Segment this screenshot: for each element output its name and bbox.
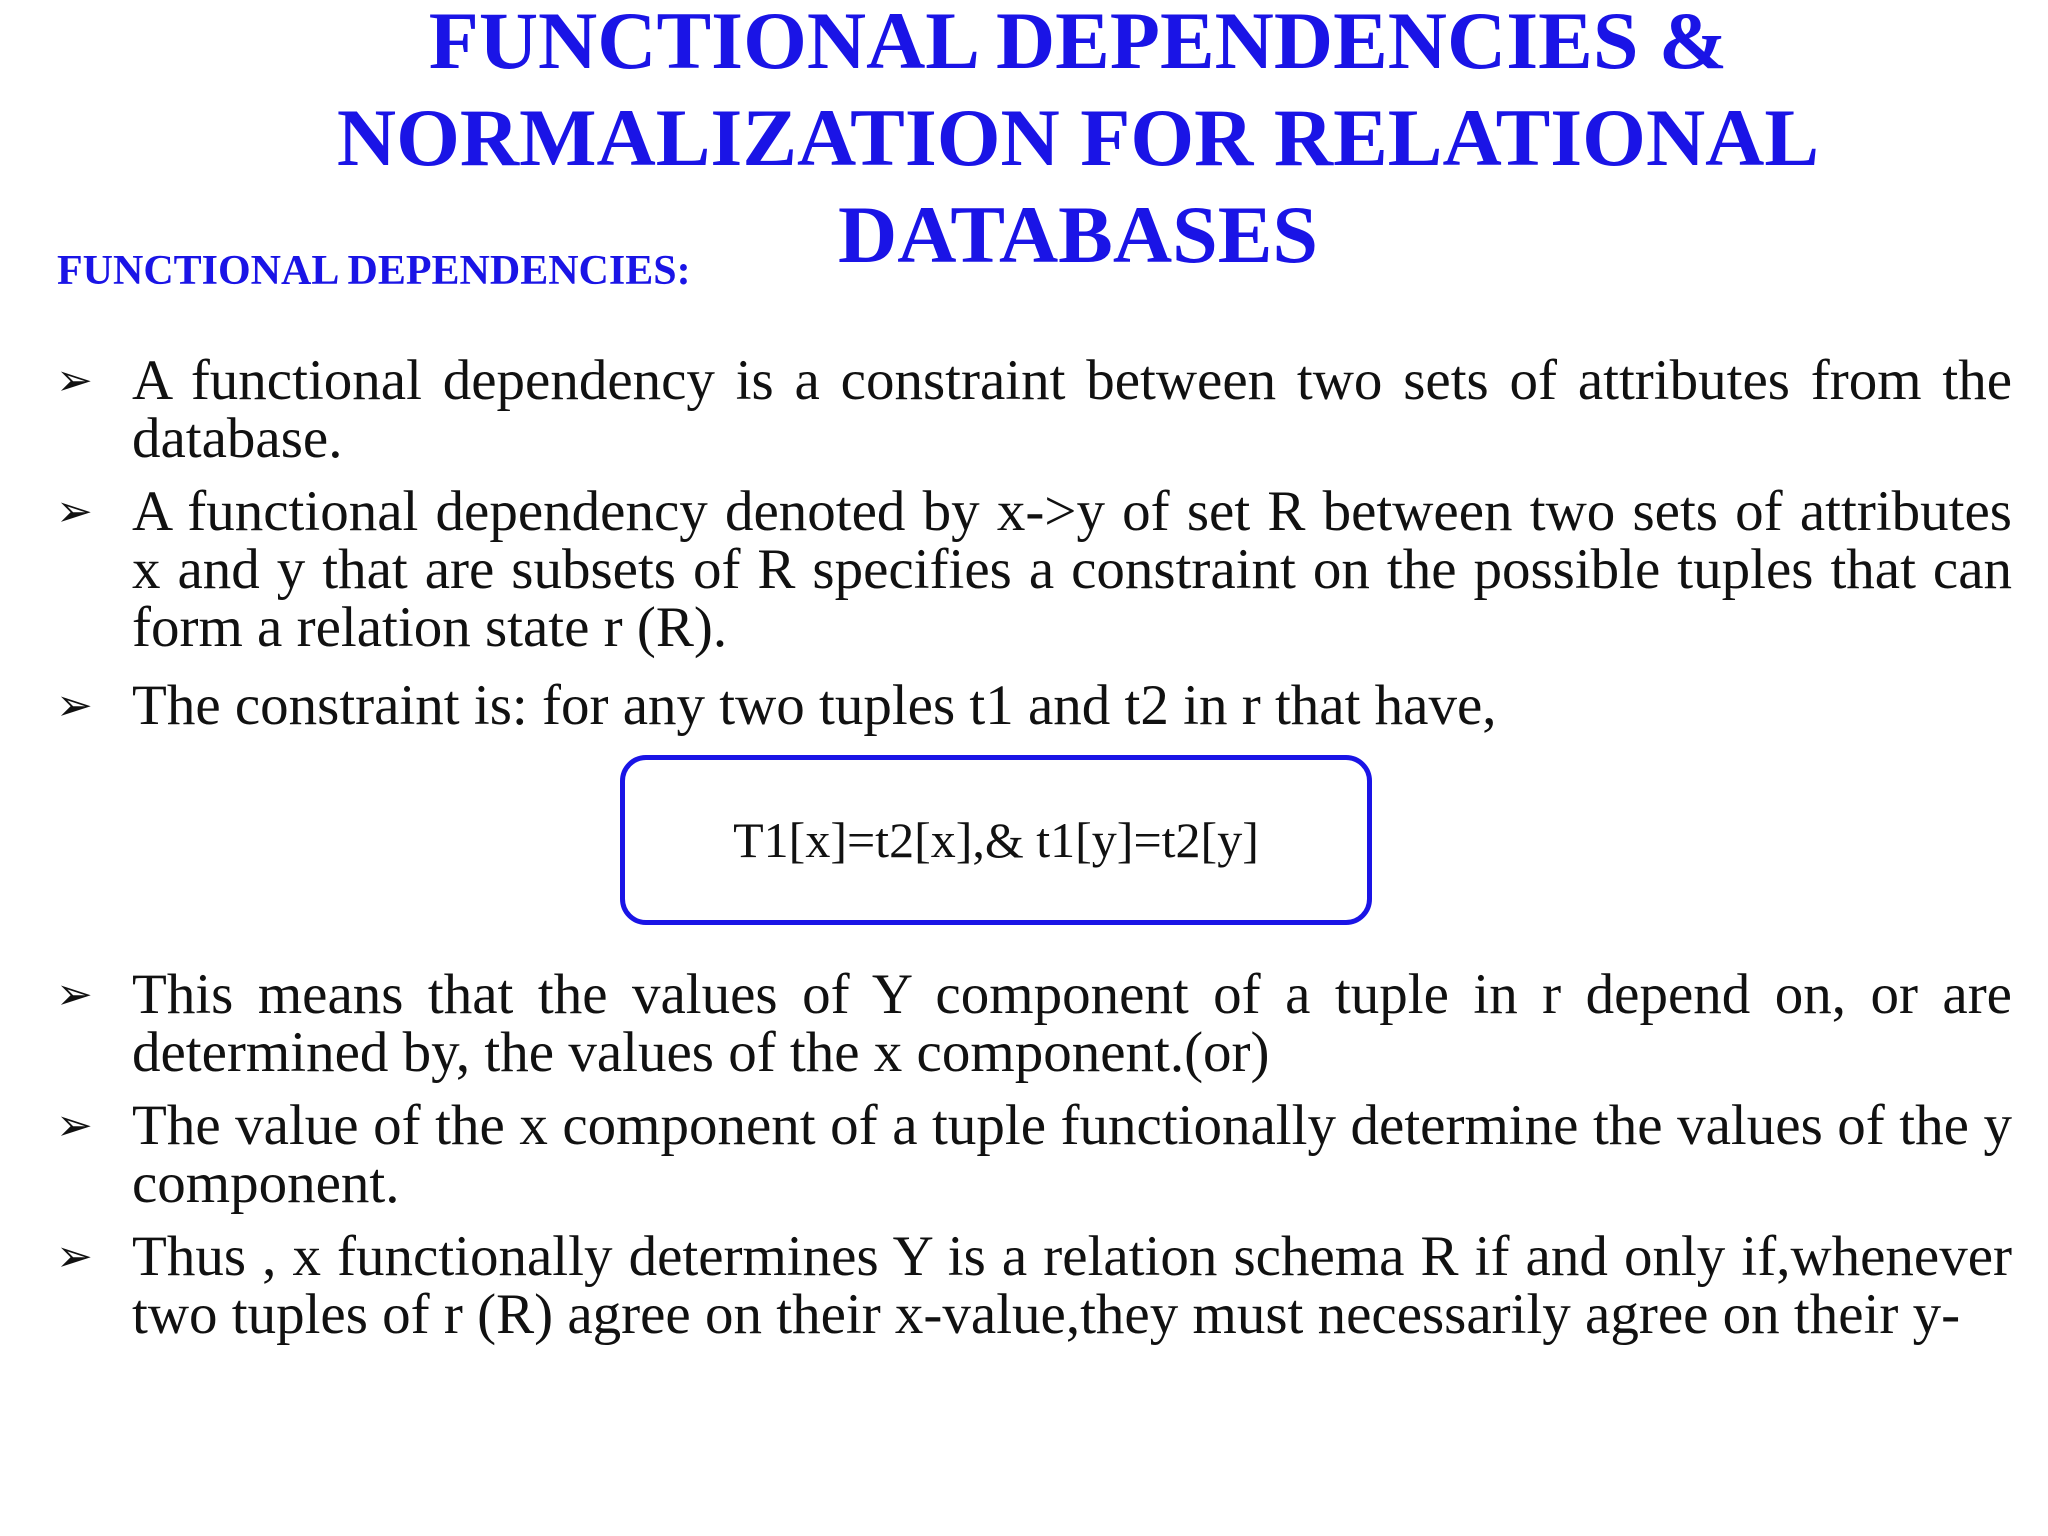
arrow-bullet-icon: ➢ [56,355,93,406]
slide-title-line-1: FUNCTIONAL DEPENDENCIES & [428,0,1728,86]
arrow-bullet-icon: ➢ [56,486,93,537]
bullet-text: Thus , x functionally determines Y is a relation schema R if and only if,whenever two tuples of r (R) agree on their x-value,they must necessarily agree on their y- [132,1225,2012,1346]
bullet-text: The value of the x component of a tuple functionally determine the values of the y component. [132,1094,2012,1215]
arrow-bullet-icon: ➢ [56,1100,93,1151]
arrow-bullet-icon: ➢ [56,680,93,731]
slide-title-line-3: DATABASES [838,189,1318,280]
arrow-bullet-icon: ➢ [56,969,93,1020]
bullet-text: This means that the values of Y component of a tuple in r depend on, or are determined by, the values of the x component.(or) [132,963,2012,1084]
formula-box [620,755,1372,925]
bullet-text: A functional dependency is a constraint between two sets of attributes from the database. [132,349,2012,470]
slide-title-line-2: NORMALIZATION FOR RELATIONAL [336,92,1820,183]
bullet-text: A functional dependency denoted by x->y of set R between two sets of attributes x and y that are subsets of R specifies a constraint on the possible tuples that can form a relation state r (R). [132,480,2012,659]
arrow-bullet-icon: ➢ [56,1231,93,1282]
formula-text: T1[x]=t2[x],& t1[y]=t2[y] [733,812,1259,868]
bullet-text: The constraint is: for any two tuples t1 and t2 in r that have, [132,674,1497,737]
slide-title [0,0,2048,283]
section-heading: FUNCTIONAL DEPENDENCIES: [57,248,691,294]
